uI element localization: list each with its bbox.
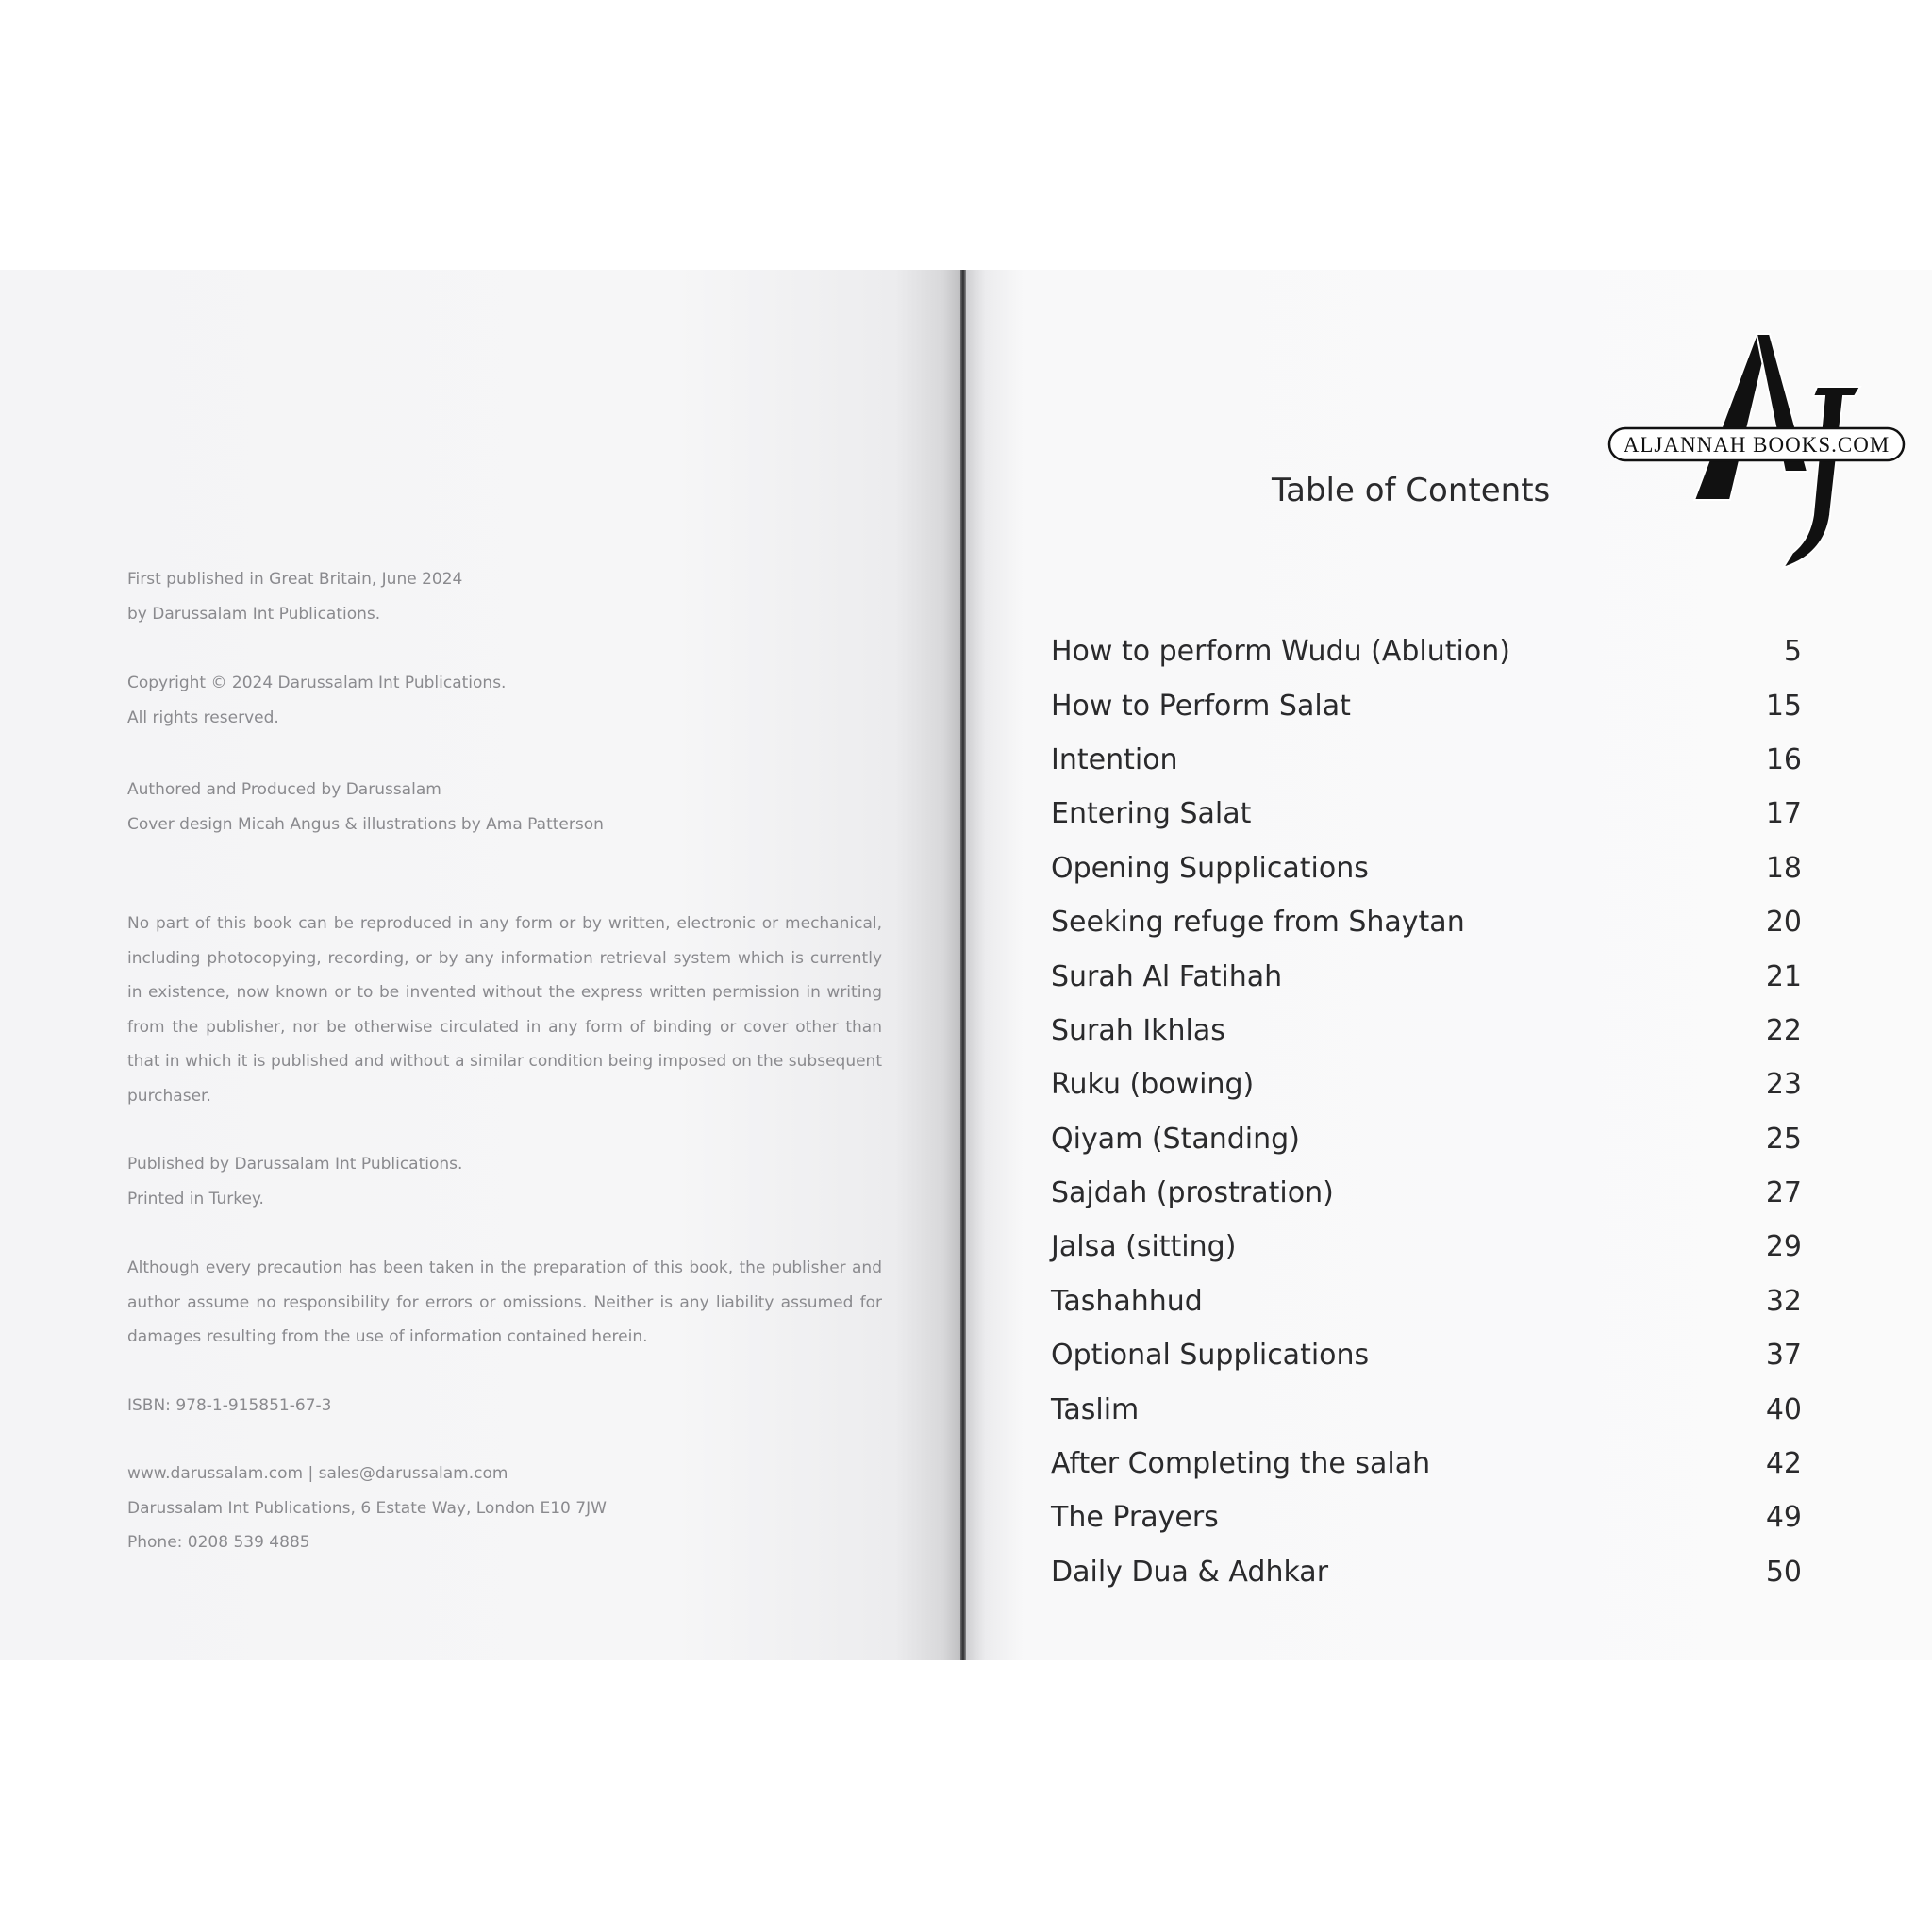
toc-entry-title: Surah Al Fatihah (1051, 959, 1283, 993)
toc-entry-page: 20 (1765, 906, 1802, 940)
copyright-line: Copyright © 2024 Darussalam Int Publications. (127, 674, 507, 692)
toc-entry-page: 25 (1765, 1122, 1802, 1156)
toc-entry (1051, 1004, 1802, 1058)
toc-entry-title: Opening Supplications (1051, 851, 1369, 885)
contact-block (127, 1457, 607, 1560)
toc-entry (1051, 1491, 1802, 1544)
toc-entry-page: 27 (1765, 1176, 1802, 1210)
aljannah-logo (1607, 330, 1906, 575)
toc-entry-page: 32 (1765, 1284, 1802, 1318)
toc-entry (1051, 1058, 1802, 1111)
toc-entry (1051, 1166, 1802, 1220)
toc-entry (1051, 841, 1802, 895)
toc-entry (1051, 1274, 1802, 1328)
phone: Phone: 0208 539 4885 (127, 1533, 310, 1552)
toc-entry-title: Tashahhud (1051, 1284, 1203, 1318)
toc-entry-page: 5 (1783, 635, 1802, 669)
toc-entry-page: 40 (1765, 1392, 1802, 1426)
toc-entry (1051, 1220, 1802, 1274)
printed-in-line: Printed in Turkey. (127, 1189, 264, 1208)
first-published-line-2: by Darussalam Int Publications. (127, 604, 381, 624)
toc-entry-title: Jalsa (sitting) (1051, 1230, 1237, 1264)
reproduction-notice: No part of this book can be reproduced in any form or by written, electronic or mechanical, including photocopying, recording, or by any information retrieval system which is currently in existence, now known or to be invented without the express written permission in writing from the publisher, nor be otherwise circulated in any form of binding or cover other than that in which it is published and without a similar condition being imposed on the subsequent purchaser. (127, 914, 882, 1106)
toc-entry-title: Surah Ikhlas (1051, 1013, 1225, 1047)
toc-entry (1051, 1328, 1802, 1382)
toc-entry-page: 15 (1765, 689, 1802, 723)
toc-entry-page: 21 (1765, 959, 1802, 993)
toc-entry-title: Optional Supplications (1051, 1339, 1370, 1373)
toc-entry-title: Taslim (1051, 1392, 1140, 1426)
design-credit: Cover design Micah Angus & illustrations by Ama Patterson (127, 814, 604, 834)
address: Darussalam Int Publications, 6 Estate Way, London E10 7JW (127, 1498, 607, 1518)
toc-entry-title: Daily Dua & Adhkar (1051, 1555, 1329, 1589)
toc-entry-title: The Prayers (1051, 1501, 1219, 1535)
toc-entry-title: Entering Salat (1051, 797, 1252, 831)
toc-entry-page: 42 (1765, 1447, 1802, 1481)
first-published-block (127, 562, 462, 631)
toc-entry-title: Sajdah (prostration) (1051, 1176, 1334, 1210)
toc-entry (1051, 949, 1802, 1003)
toc-entry (1051, 1112, 1802, 1166)
isbn: ISBN: 978-1-915851-67-3 (127, 1396, 332, 1415)
toc-entry (1051, 1437, 1802, 1491)
copyright-block (127, 666, 506, 735)
toc-entry (1051, 733, 1802, 787)
rights-reserved-line: All rights reserved. (127, 708, 279, 727)
disclaimer-block (127, 1251, 882, 1355)
toc-entry-title: Qiyam (Standing) (1051, 1122, 1300, 1156)
toc-entry-page: 29 (1765, 1230, 1802, 1264)
toc-entry-page: 49 (1765, 1501, 1802, 1535)
toc-entry-title: Intention (1051, 742, 1178, 776)
toc-entry (1051, 787, 1802, 841)
toc-entry-title: How to Perform Salat (1051, 689, 1351, 723)
first-published-line-1: First published in Great Britain, June 2024 (127, 570, 463, 589)
publisher-block (127, 1147, 462, 1216)
toc-entry (1051, 678, 1802, 732)
toc-entry (1051, 1545, 1802, 1599)
toc-entry-title: Ruku (bowing) (1051, 1068, 1255, 1102)
toc-entry (1051, 895, 1802, 949)
toc-title: Table of Contents (1272, 472, 1551, 509)
toc-entry-page: 22 (1765, 1013, 1802, 1047)
isbn-block (127, 1389, 331, 1424)
toc-entry (1051, 625, 1802, 678)
toc-entry-title: How to perform Wudu (Ablution) (1051, 635, 1510, 669)
toc-entry-title: After Completing the salah (1051, 1447, 1431, 1481)
toc-list (1051, 625, 1802, 1599)
toc-entry-page: 18 (1765, 851, 1802, 885)
toc-entry-title: Seeking refuge from Shaytan (1051, 906, 1465, 940)
logo-text: ALJANNAH BOOKS.COM (1623, 433, 1890, 457)
toc-entry-page: 50 (1765, 1555, 1802, 1589)
reproduction-notice-block (127, 907, 882, 1113)
disclaimer: Although every precaution has been taken in the preparation of this book, the publisher and author assume no responsibility for errors or omissions. Neither is any liability assumed for damages resulting from the use of information contained herein. (127, 1258, 882, 1346)
toc-entry (1051, 1382, 1802, 1436)
toc-entry-page: 17 (1765, 797, 1802, 831)
credits-block (127, 773, 604, 841)
toc-entry-page: 16 (1765, 742, 1802, 776)
website-email: www.darussalam.com | sales@darussalam.com (127, 1464, 508, 1483)
toc-entry-page: 23 (1765, 1068, 1802, 1102)
author-credit: Authored and Produced by Darussalam (127, 780, 441, 799)
publisher-line: Published by Darussalam Int Publications. (127, 1155, 463, 1174)
toc-entry-page: 37 (1765, 1339, 1802, 1373)
